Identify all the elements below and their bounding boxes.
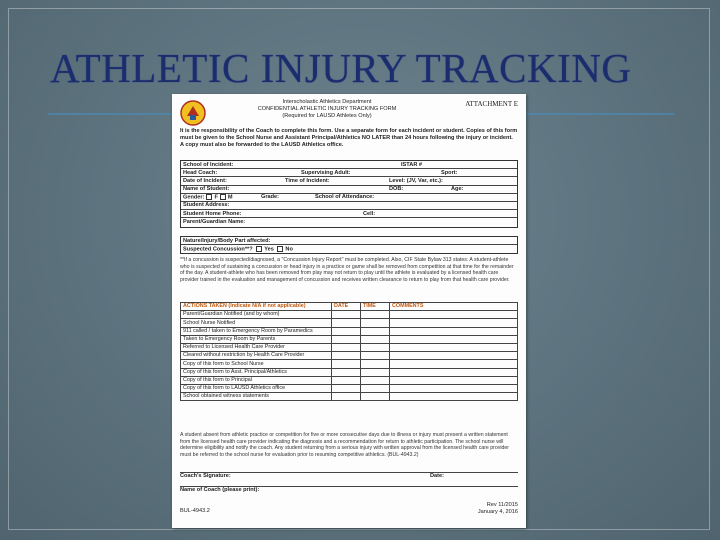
action-label: Parent/Guardian Notified (and by whom) bbox=[181, 311, 332, 319]
injury-box bbox=[180, 236, 518, 254]
student-info-box bbox=[180, 160, 518, 228]
phone-label: Student Home Phone: bbox=[183, 210, 242, 217]
table-row bbox=[181, 327, 518, 335]
dept-name: Interscholastic Athletics Department bbox=[282, 99, 372, 105]
date-cell[interactable] bbox=[332, 376, 361, 384]
coach-label: Head Coach: bbox=[183, 169, 218, 176]
comments-cell[interactable] bbox=[390, 360, 518, 368]
date-cell[interactable] bbox=[332, 311, 361, 319]
form-subtitle: (Required for LAUSD Athletes Only) bbox=[282, 112, 372, 119]
cell-label: Cell: bbox=[363, 210, 376, 217]
supervising-label: Supervising Adult: bbox=[301, 169, 351, 176]
time-cell[interactable] bbox=[361, 343, 390, 351]
actions-header-cell: COMMENTS bbox=[390, 303, 518, 311]
action-label: Taken to Emergency Room by Parents bbox=[181, 335, 332, 343]
action-label: Cleared without restriction by Health Care Provider bbox=[181, 352, 332, 360]
parent-label: Parent/Guardian Name: bbox=[183, 218, 246, 225]
student-name-label: Name of Student: bbox=[183, 186, 230, 193]
date-cell[interactable] bbox=[332, 319, 361, 327]
date-cell[interactable] bbox=[332, 368, 361, 376]
table-row bbox=[181, 319, 518, 327]
comments-cell[interactable] bbox=[390, 384, 518, 392]
time-cell[interactable] bbox=[361, 311, 390, 319]
footer-code: BUL-4943.2 bbox=[180, 508, 210, 514]
concussion-yes-checkbox[interactable] bbox=[256, 246, 262, 252]
date-cell[interactable] bbox=[332, 352, 361, 360]
time-cell[interactable] bbox=[361, 368, 390, 376]
action-label: Copy of this form to School Nurse bbox=[181, 360, 332, 368]
table-row bbox=[181, 352, 518, 360]
signature-line bbox=[180, 472, 518, 480]
actions-table bbox=[180, 302, 518, 401]
date-cell[interactable] bbox=[332, 384, 361, 392]
table-row bbox=[181, 335, 518, 343]
comments-cell[interactable] bbox=[390, 376, 518, 384]
actions-header-cell: TIME bbox=[361, 303, 390, 311]
date-cell[interactable] bbox=[332, 327, 361, 335]
date-label: Date of Incident: bbox=[183, 177, 227, 184]
date-cell[interactable] bbox=[332, 393, 361, 401]
table-row bbox=[181, 368, 518, 376]
concussion-note: **If a concussion is suspected/diagnosed, a "Concussion Injury Report" must be completed. Also, CIF State Bylaw 313 states: A student-athlete who is suspected of sustaining a concussion or head injury in a practice or game shall be removed from competition at that time for the remainder of the day. A student-athlete who has been removed from play may not return to play until the athlete is evaluated by a licensed health care provider trained in the evaluation and management of concussion and receives written clearance to return to play from that health care provider. bbox=[180, 257, 514, 283]
date-cell[interactable] bbox=[332, 343, 361, 351]
date-cell[interactable] bbox=[332, 335, 361, 343]
form-header bbox=[232, 99, 422, 120]
school-label: School of Incident: bbox=[183, 161, 234, 168]
table-row bbox=[181, 311, 518, 319]
attendance-label: School of Attendance: bbox=[315, 194, 375, 201]
action-label: School Nurse Notified bbox=[181, 319, 332, 327]
time-label: Time of Incident: bbox=[285, 177, 330, 184]
slide-title: ATHLETIC INJURY TRACKING bbox=[50, 45, 632, 91]
footer-rev: Rev 11/2015 bbox=[486, 502, 518, 508]
gender-f-checkbox[interactable] bbox=[206, 194, 212, 200]
gender-label: Gender: F M bbox=[183, 194, 233, 201]
age-label: Age: bbox=[451, 186, 464, 193]
comments-cell[interactable] bbox=[390, 393, 518, 401]
comments-cell[interactable] bbox=[390, 327, 518, 335]
comments-cell[interactable] bbox=[390, 311, 518, 319]
actions-header-cell: ACTIONS TAKEN (Indicate N/A if not applicable) bbox=[181, 303, 332, 311]
table-row bbox=[181, 343, 518, 351]
absence-note: A student absent from athletic practice or competition for five or more consecutive days due to illness or injury must present a written statement from the licensed health care provider indicating the diagnosis and a recommendation for return to athletic participation. The school nurse will determine eligibility and notify the coach. Any student returning from a serious injury with written approval from the licensed health care provider must be referred to the school nurse for evaluation prior to resuming competitive athletics. (BUL-4943.2) bbox=[180, 432, 509, 458]
time-cell[interactable] bbox=[361, 319, 390, 327]
signature-date-label: Date: bbox=[430, 473, 444, 479]
level-label: Level: (JV, Var, etc.): bbox=[389, 177, 443, 184]
dob-label: DOB: bbox=[389, 186, 404, 193]
comments-cell[interactable] bbox=[390, 352, 518, 360]
print-name-label: Name of Coach (please print): bbox=[180, 487, 260, 493]
concussion-label: Suspected Concussion**? Yes No bbox=[183, 246, 293, 253]
comments-cell[interactable] bbox=[390, 319, 518, 327]
footer-dates bbox=[478, 502, 518, 516]
attachment-label: ATTACHMENT E bbox=[465, 100, 518, 108]
address-label: Student Address: bbox=[183, 202, 230, 209]
comments-cell[interactable] bbox=[390, 368, 518, 376]
footer-date: January 4, 2016 bbox=[477, 508, 518, 515]
comments-cell[interactable] bbox=[390, 335, 518, 343]
table-row bbox=[181, 360, 518, 368]
action-label: Copy of this form to Principal bbox=[181, 376, 332, 384]
grade-label: Grade: bbox=[261, 194, 280, 201]
action-label: 911 called / taken to Emergency Room by Paramedics bbox=[181, 327, 332, 335]
action-label: Referred to Licensed Health Care Provider bbox=[181, 343, 332, 351]
time-cell[interactable] bbox=[361, 335, 390, 343]
istar-label: ISTAR # bbox=[401, 161, 423, 168]
table-row bbox=[181, 393, 518, 401]
time-cell[interactable] bbox=[361, 327, 390, 335]
time-cell[interactable] bbox=[361, 360, 390, 368]
intro-text: It is the responsibility of the Coach to complete this form. Use a separate form for each incident or student. Copies of this form must be given to the School Nurse and Assistant Principal/Athletics NO LATER than 24 hours following the injury or incident. A copy must also be forwarded to the LAUSD Athletics office. bbox=[180, 128, 518, 148]
injury-form-document bbox=[172, 94, 526, 528]
date-cell[interactable] bbox=[332, 360, 361, 368]
time-cell[interactable] bbox=[361, 352, 390, 360]
sport-label: Sport: bbox=[441, 169, 458, 176]
nature-label: Nature/Injury/Body Part affected: bbox=[183, 237, 271, 244]
action-label: School obtained witness statements bbox=[181, 393, 332, 401]
lausd-logo-icon bbox=[180, 100, 206, 126]
signature-label: Coach's Signature: bbox=[180, 473, 231, 479]
table-row bbox=[181, 384, 518, 392]
action-label: Copy of this form to Asst. Principal/Athletics bbox=[181, 368, 332, 376]
actions-header-cell: DATE bbox=[332, 303, 361, 311]
comments-cell[interactable] bbox=[390, 343, 518, 351]
time-cell[interactable] bbox=[361, 384, 390, 392]
action-label: Copy of this form to LAUSD Athletics office bbox=[181, 384, 332, 392]
table-row bbox=[181, 376, 518, 384]
time-cell[interactable] bbox=[361, 376, 390, 384]
concussion-no-checkbox[interactable] bbox=[277, 246, 283, 252]
time-cell[interactable] bbox=[361, 393, 390, 401]
gender-m-checkbox[interactable] bbox=[220, 194, 226, 200]
form-name: CONFIDENTIAL ATHLETIC INJURY TRACKING FORM bbox=[257, 105, 397, 112]
print-name-line bbox=[180, 486, 518, 494]
